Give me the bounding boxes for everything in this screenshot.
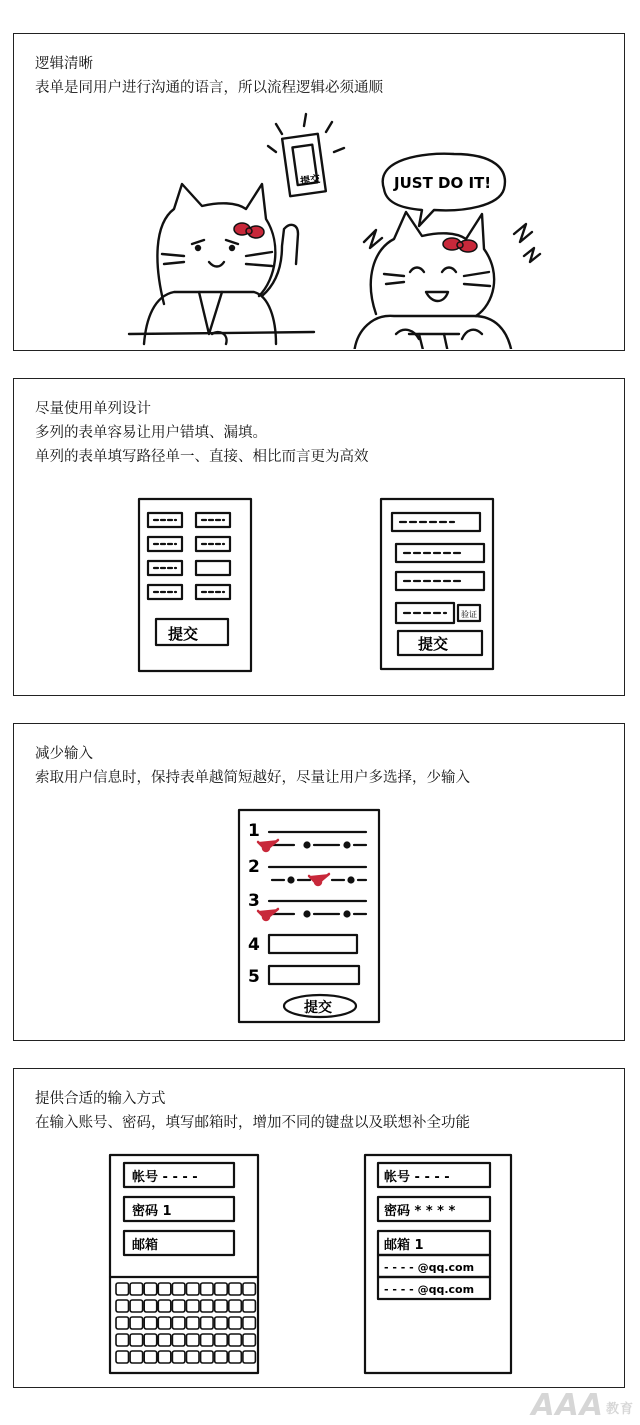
- keyboard-key: [130, 1351, 143, 1363]
- panel-line: 表单是同用户进行沟通的语言，所以流程逻辑必须通顺: [35, 80, 383, 96]
- keyboard-key: [172, 1283, 185, 1295]
- form-comparison-illustration: [14, 379, 623, 694]
- keyboard-key: [158, 1317, 171, 1329]
- keyboard-key: [144, 1351, 157, 1363]
- email-field-label: 邮箱 1: [384, 1238, 424, 1253]
- keyboard-key: [229, 1283, 242, 1295]
- keyboard-key: [243, 1300, 256, 1312]
- keyboard-key: [130, 1283, 143, 1295]
- speech-bubble-text: JUST DO IT!: [394, 174, 492, 192]
- keyboard-key: [201, 1351, 214, 1363]
- keyboard-key: [243, 1283, 256, 1295]
- keyboard-key: [116, 1351, 129, 1363]
- keyboard-illustration: [14, 1069, 623, 1387]
- keyboard-key: [243, 1351, 256, 1363]
- keyboard-key: [215, 1334, 228, 1346]
- keyboard-key: [172, 1300, 185, 1312]
- submit-label: 提交: [304, 1000, 332, 1016]
- sign-text: 提交: [299, 173, 321, 188]
- keyboard-key: [116, 1317, 129, 1329]
- keyboard-key: [201, 1317, 214, 1329]
- keyboard-key: [158, 1351, 171, 1363]
- keyboard-key: [116, 1283, 129, 1295]
- account-field-label: 帐号 - - - -: [132, 1170, 198, 1185]
- email-suggestion: - - - - @qq.com: [384, 1283, 475, 1296]
- panel-line: 多列的表单容易让用户错填、漏填。: [35, 425, 267, 441]
- keyboard-key: [229, 1317, 242, 1329]
- keyboard-key: [187, 1300, 200, 1312]
- keyboard-key: [172, 1351, 185, 1363]
- cats-illustration: [14, 34, 623, 349]
- keyboard-key: [201, 1283, 214, 1295]
- keyboard-key: [158, 1300, 171, 1312]
- code-badge: 验证: [461, 610, 477, 619]
- keyboard-key: [243, 1334, 256, 1346]
- password-field-label: 密码 * * * *: [384, 1204, 456, 1219]
- keyboard-key: [201, 1334, 214, 1346]
- site-watermark-logo: AAA 教育: [531, 1388, 634, 1423]
- keyboard-key: [158, 1334, 171, 1346]
- right-submit-label: 提交: [418, 635, 449, 653]
- keyboard-key: [144, 1317, 157, 1329]
- password-field-label: 密码 1: [132, 1204, 172, 1219]
- panel-title: 尽量使用单列设计: [35, 401, 151, 417]
- panel-single-column: [13, 378, 625, 696]
- left-cat-head: [157, 184, 275, 304]
- panel-reduce-input: [13, 723, 625, 1041]
- panel-title: 提供合适的输入方式: [35, 1091, 166, 1107]
- keyboard-key: [144, 1300, 157, 1312]
- email-field-label: 邮箱: [132, 1238, 159, 1253]
- item-number: 4: [248, 935, 260, 955]
- keyboard-key: [187, 1283, 200, 1295]
- item-number: 2: [248, 857, 260, 877]
- keyboard-key: [215, 1351, 228, 1363]
- left-submit-label: 提交: [168, 625, 199, 643]
- keyboard-key: [187, 1317, 200, 1329]
- keyboard-key: [215, 1317, 228, 1329]
- panel-input-method: [13, 1068, 625, 1388]
- panel-line: 索取用户信息时，保持表单越简短越好，尽量让用户多选择，少输入: [35, 770, 470, 786]
- keyboard-key: [116, 1334, 129, 1346]
- panel-title: 减少输入: [35, 746, 93, 762]
- keyboard-key: [144, 1283, 157, 1295]
- panel-line: 单列的表单填写路径单一、直接、相比而言更为高效: [35, 449, 369, 465]
- keyboard-key: [130, 1317, 143, 1329]
- keyboard-key: [116, 1300, 129, 1312]
- keyboard-key: [215, 1300, 228, 1312]
- panel-title: 逻辑清晰: [35, 56, 93, 72]
- keyboard-key: [229, 1351, 242, 1363]
- keyboard-key: [130, 1300, 143, 1312]
- keyboard-key: [187, 1334, 200, 1346]
- item-number: 1: [248, 821, 260, 841]
- keyboard-key: [229, 1334, 242, 1346]
- item-number: 3: [248, 891, 260, 911]
- keyboard-key: [201, 1300, 214, 1312]
- panel-logic-clear: [13, 33, 625, 351]
- keyboard-key: [243, 1317, 256, 1329]
- keyboard-key: [158, 1283, 171, 1295]
- keyboard-key: [187, 1351, 200, 1363]
- keyboard-key: [215, 1283, 228, 1295]
- panel-line: 在输入账号、密码，填写邮箱时，增加不同的键盘以及联想补全功能: [35, 1115, 470, 1131]
- item-number: 5: [248, 967, 260, 987]
- keyboard-key: [130, 1334, 143, 1346]
- keyboard-key: [144, 1334, 157, 1346]
- keyboard-key: [172, 1334, 185, 1346]
- account-field-label: 帐号 - - - -: [384, 1170, 450, 1185]
- reduced-form-illustration: [14, 724, 623, 1039]
- keyboard-key: [172, 1317, 185, 1329]
- keyboard-key: [229, 1300, 242, 1312]
- keyboard-keys: [116, 1283, 255, 1363]
- email-suggestion: - - - - @qq.com: [384, 1261, 475, 1274]
